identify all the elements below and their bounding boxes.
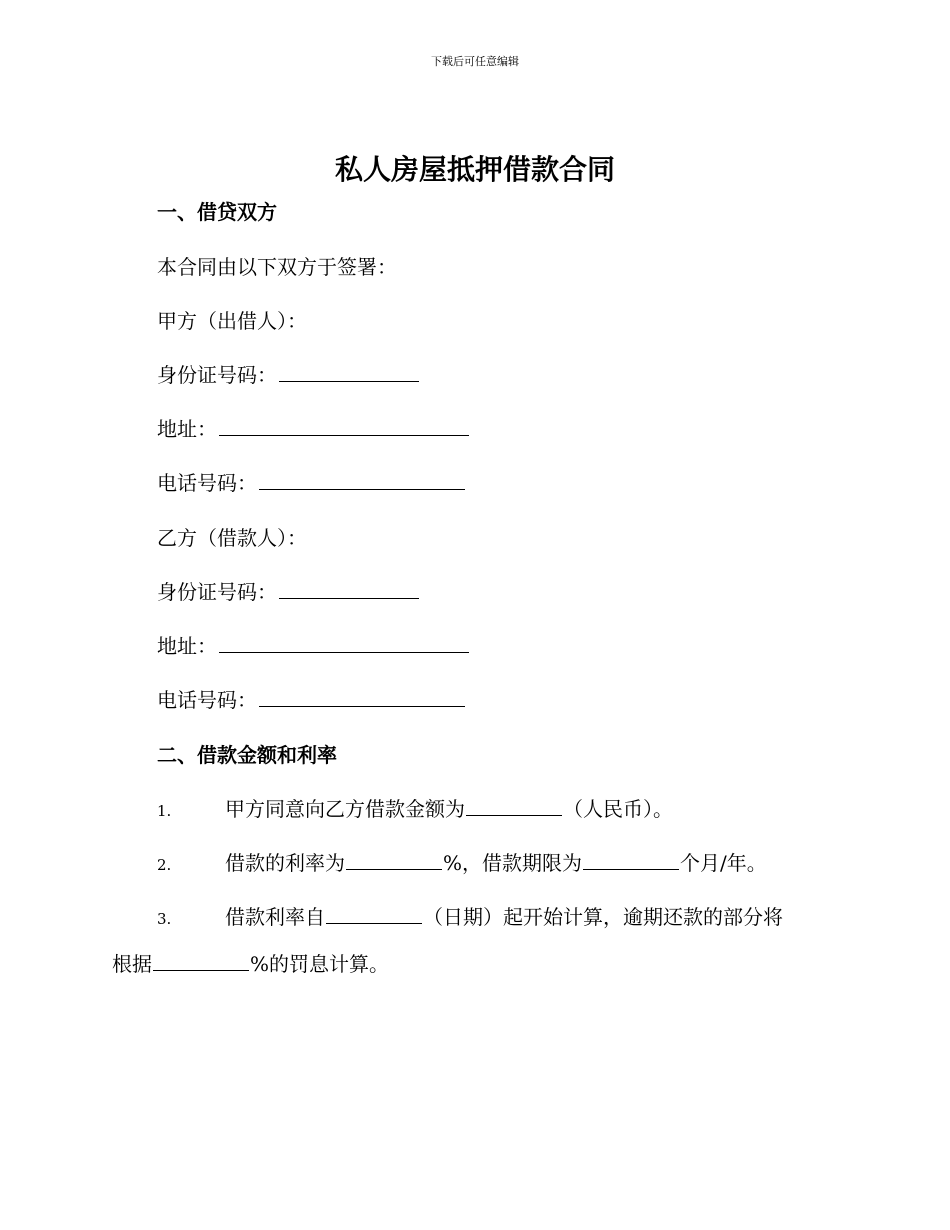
start-date-blank[interactable] [326,903,422,924]
list-item-2-text-b: %，借款期限为 [443,851,583,875]
party-b-id-label: 身份证号码： [157,580,277,604]
list-item-3-text-d: %的罚息计算。 [250,952,390,976]
party-a-address-blank[interactable] [219,415,469,436]
party-a-label: 甲方（出借人）： [157,309,307,333]
section-2-heading: 二、借款金额和利率 [157,743,337,767]
list-item-2-text-c: 个月/年。 [680,851,767,875]
list-item-3-continuation [112,950,389,978]
list-item-3-number: 3. [157,910,172,928]
intro-paragraph: 本合同由以下双方于签署： [157,255,397,279]
party-b-address-row [157,632,469,660]
list-item-1-number: 1. [157,802,172,820]
loan-amount-blank[interactable] [466,795,562,816]
party-a-address-row [157,415,469,443]
party-a-phone-blank[interactable] [259,469,465,490]
party-b-phone-row [157,686,465,714]
party-a-id-label: 身份证号码： [157,363,277,387]
loan-term-blank[interactable] [583,849,679,870]
document-title: 私人房屋抵押借款合同 [334,153,615,186]
list-item-1-text-a: 甲方同意向乙方借款金额为 [225,797,465,821]
list-item-3 [157,903,783,933]
party-b-id-row [157,578,419,606]
list-item-2-number: 2. [157,856,172,874]
party-a-address-label: 地址： [157,417,217,441]
party-b-address-label: 地址： [157,634,217,658]
list-item-1 [157,795,673,825]
interest-rate-blank[interactable] [346,849,442,870]
list-item-3-text-b: （日期）起开始计算，逾期还款的部分将 [423,905,783,929]
party-b-label: 乙方（借款人）： [157,526,307,550]
party-b-address-blank[interactable] [219,632,469,653]
party-b-id-blank[interactable] [279,578,419,599]
list-item-2 [157,849,767,879]
party-b-phone-label: 电话号码： [157,688,257,712]
party-a-phone-row [157,469,465,497]
page-header-note: 下载后可任意编辑 [431,55,519,68]
penalty-rate-blank[interactable] [153,950,249,971]
list-item-3-text-c: 根据 [112,952,152,976]
party-a-phone-label: 电话号码： [157,471,257,495]
party-b-phone-blank[interactable] [259,686,465,707]
party-a-id-row [157,361,419,389]
list-item-1-text-b: （人民币）。 [563,797,673,821]
section-1-heading: 一、借贷双方 [157,200,277,224]
party-a-id-blank[interactable] [279,361,419,382]
list-item-2-text-a: 借款的利率为 [225,851,345,875]
list-item-3-text-a: 借款利率自 [225,905,325,929]
